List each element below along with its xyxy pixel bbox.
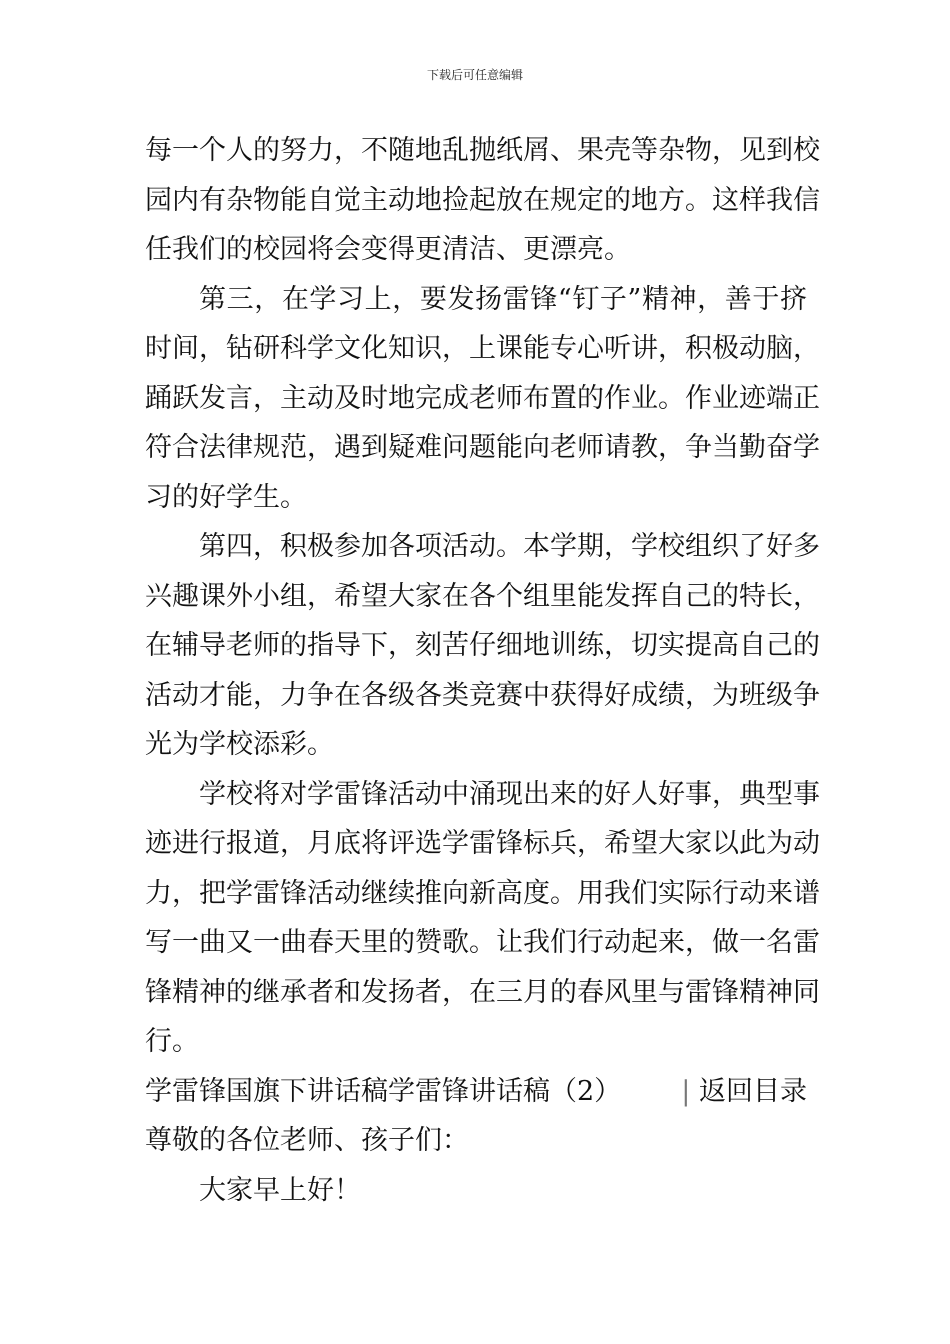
text-line: 每一个人的努力，不随地乱抛纸屑、果壳等杂物，见到校 [145, 135, 820, 166]
paragraph-2 [145, 275, 820, 523]
text-line: 第三，在学习上，要发扬雷锋“钉子”精神，善于挤 [199, 283, 807, 315]
paragraph-3 [145, 522, 820, 770]
text-line: 符合法律规范，遇到疑难问题能向老师请教，争当勤奋学 [145, 432, 820, 463]
text-line: 第四，积极参加各项活动。本学期，学校组织了好多 [199, 531, 820, 562]
text-line: 锋精神的继承者和发扬者，在三月的春风里与雷锋精神同 [145, 976, 820, 1008]
section-heading-row [145, 1067, 807, 1117]
document-body [145, 126, 820, 1215]
page-header: 下载后可任意编辑 [426, 68, 523, 82]
paragraph-1 [145, 126, 820, 275]
toc-nav [681, 1067, 807, 1117]
text-line: 时间，钻研科学文化知识，上课能专心听讲，积极动脑， [145, 333, 820, 364]
text-line: 光为学校添彩。 [145, 729, 334, 760]
paragraph-4 [145, 770, 820, 1067]
text-line: 踊跃发言，主动及时地完成老师布置的作业。作业迹端正 [145, 382, 820, 414]
text-line: 在辅导老师的指导下，刻苦仔细地训练，切实提高自己的 [145, 630, 820, 661]
salutation: 尊敬的各位老师、孩子们： [145, 1125, 469, 1156]
section-title: 学雷锋国旗下讲话稿学雷锋讲话稿（2） [145, 1075, 622, 1107]
text-line: 任我们的校园将会变得更清洁、更漂亮。 [145, 234, 631, 265]
text-line: 园内有杂物能自觉主动地捡起放在规定的地方。这样我信 [145, 184, 820, 216]
text-line: 兴趣课外小组，希望大家在各个组里能发挥自己的特长， [145, 580, 820, 612]
separator: | [681, 1075, 691, 1107]
greeting: 大家早上好！ [199, 1174, 361, 1206]
text-line: 行。 [145, 1026, 199, 1057]
text-line: 习的好学生。 [145, 481, 307, 513]
text-line: 活动才能，力争在各级各类竞赛中获得好成绩，为班级争 [145, 679, 820, 711]
text-line: 学校将对学雷锋活动中涌现出来的好人好事，典型事 [199, 778, 820, 810]
back-to-contents-link[interactable]: 返回目录 [699, 1075, 807, 1107]
text-line: 力，把学雷锋活动继续推向新高度。用我们实际行动来谱 [145, 877, 820, 909]
text-line: 写一曲又一曲春天里的赞歌。让我们行动起来，做一名雷 [145, 927, 820, 958]
text-line: 迹进行报道，月底将评选学雷锋标兵，希望大家以此为动 [145, 828, 820, 859]
